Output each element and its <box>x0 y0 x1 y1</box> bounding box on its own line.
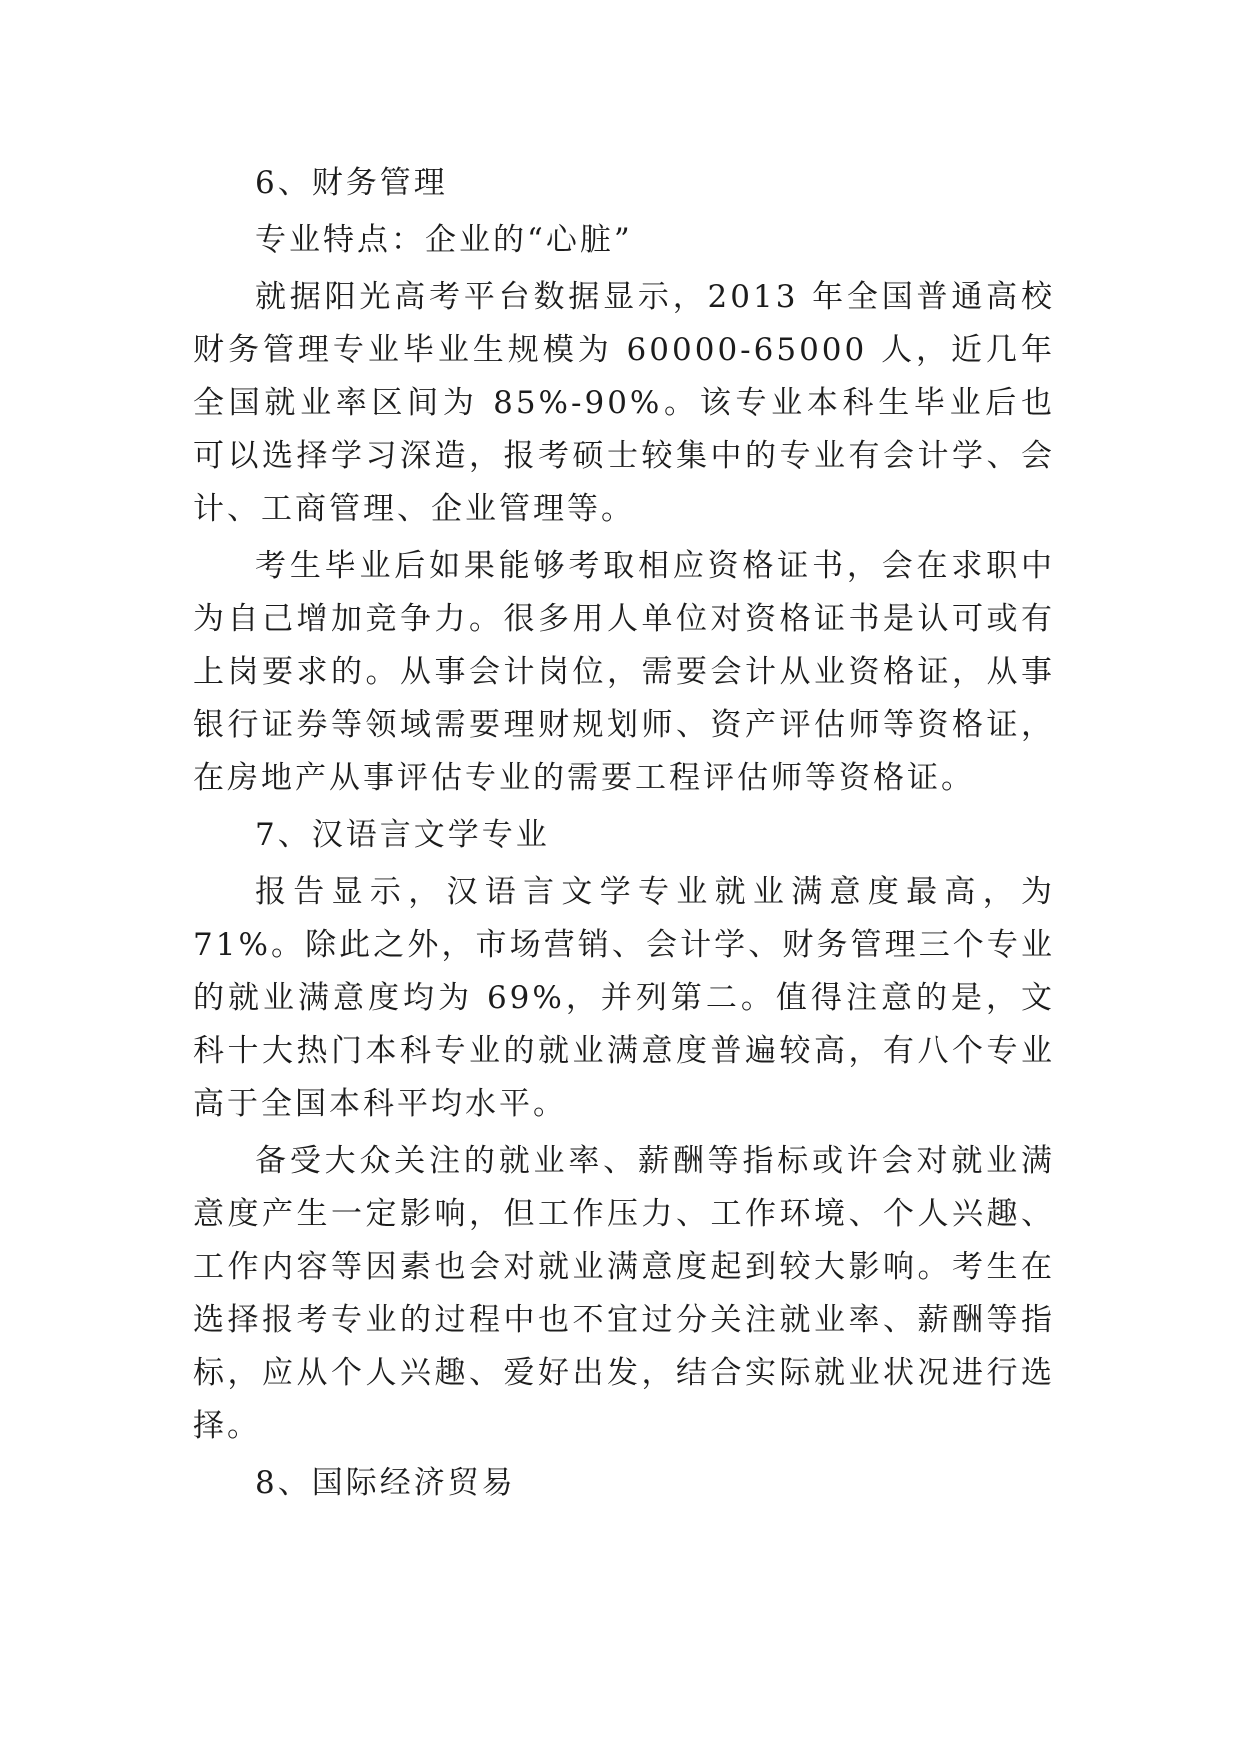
paragraph-employment-stats: 就据阳光高考平台数据显示，2013 年全国普通高校财务管理专业毕业生规模为 60000-65000 人，近几年全国就业率区间为 85%-90%。该专业本科生毕业后也可以选择学习深造，报考硕士较集中的专业有会计学、会计、工商管理、企业管理等。 <box>193 279 1055 527</box>
section-heading-7: 7、汉语言文学专业 <box>255 817 550 853</box>
paragraph-major-feature: 专业特点：企业的“心脏” <box>255 222 633 258</box>
section-heading-8: 8、国际经济贸易 <box>255 1465 516 1501</box>
paragraph-certificates: 考生毕业后如果能够考取相应资格证书，会在求职中为自己增加竞争力。很多用人单位对资格证书是认可或有上岗要求的。从事会计岗位，需要会计从业资格证，从事银行证券等领域需要理财规划师、资产评估师等资格证，在房地产从事评估专业的需要工程评估师等资格证。 <box>193 548 1055 796</box>
section-heading-6: 6、财务管理 <box>255 165 448 201</box>
paragraph-satisfaction-report: 报告显示，汉语言文学专业就业满意度最高，为 71%。除此之外，市场营销、会计学、财务管理三个专业的就业满意度均为 69%，并列第二。值得注意的是，文科十大热门本科专业的就业满意度普遍较高，有八个专业高于全国本科平均水平。 <box>193 874 1055 1122</box>
paragraph-satisfaction-factors: 备受大众关注的就业率、薪酬等指标或许会对就业满意度产生一定影响，但工作压力、工作环境、个人兴趣、工作内容等因素也会对就业满意度起到较大影响。考生在选择报考专业的过程中也不宜过分关注就业率、薪酬等指标，应从个人兴趣、爱好出发，结合实际就业状况进行选择。 <box>193 1143 1055 1444</box>
document-body <box>193 157 1055 1510</box>
